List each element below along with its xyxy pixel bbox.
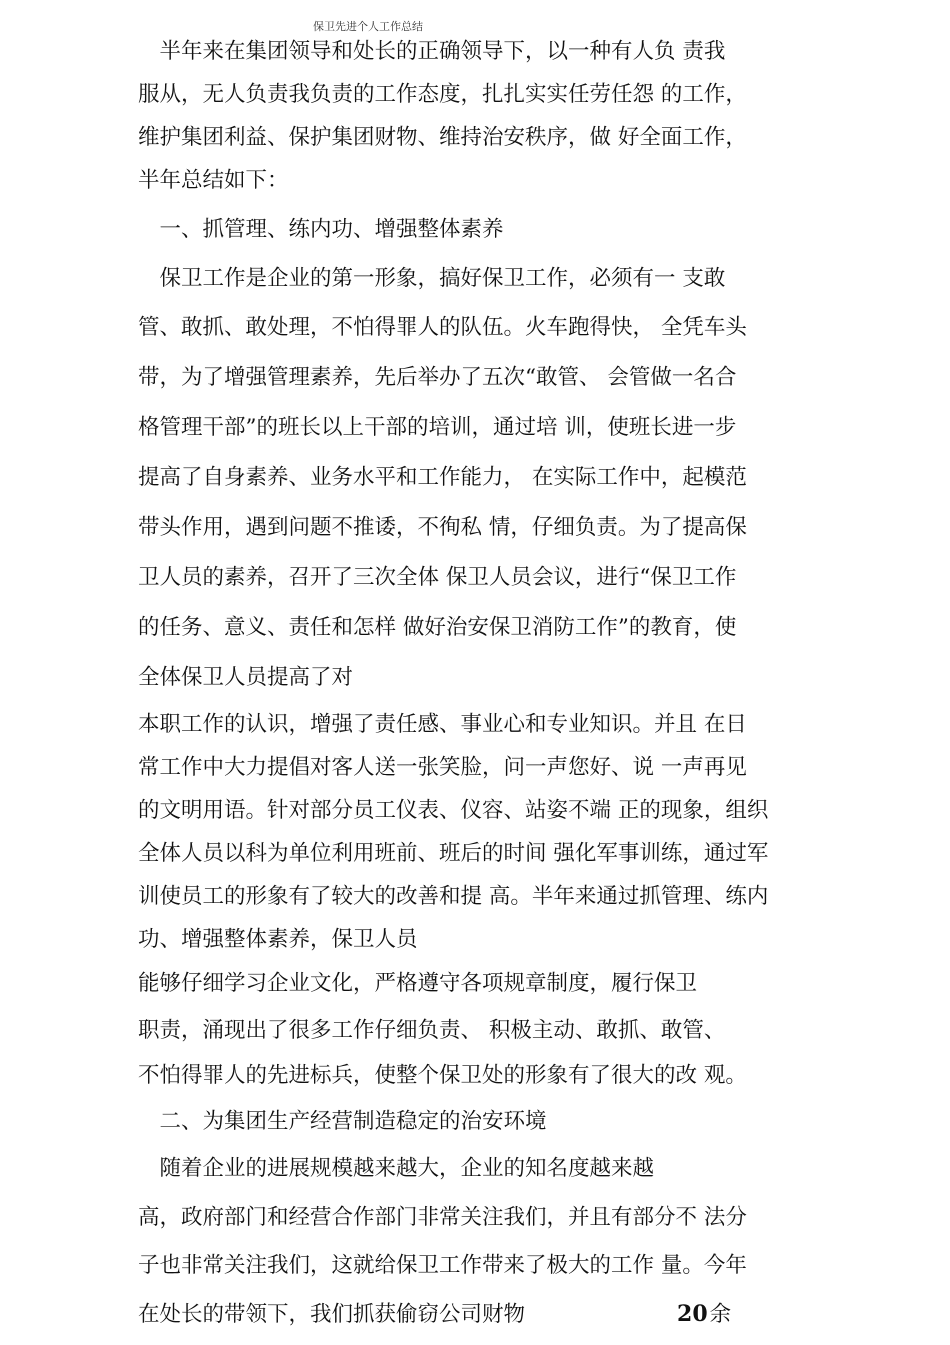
count-suffix: 余 — [709, 1302, 732, 1327]
text-line: 训使员工的形象有了较大的改善和提 高。半年来通过抓管理、练内 — [138, 884, 769, 909]
section-heading-2: 二、为集团生产经营制造稳定的治安环境 — [138, 1109, 547, 1134]
text-line: 本职工作的认识，增强了责任感、事业心和专业知识。并且 在日 — [138, 712, 747, 737]
text-line: 能够仔细学习企业文化，严格遵守各项规章制度，履行保卫 — [138, 971, 698, 996]
count-number: 20 — [677, 1301, 708, 1327]
text-line: 全体保卫人员提高了对 — [138, 665, 354, 690]
text-line: 半年来在集团领导和处长的正确领导下，以一种有人负 责我 — [138, 39, 726, 64]
text-line: 带，为了增强管理素养，先后举办了五次“敢管、 会管做一名合 — [138, 365, 737, 390]
text-line: 带头作用，遇到问题不推诿，不徇私 情，仔细负责。为了提高保 — [138, 515, 747, 540]
text-line: 管、敢抓、敢处理，不怕得罪人的队伍。火车跑得快， 全凭车头 — [138, 315, 747, 340]
text-line: 保卫工作是企业的第一形象，搞好保卫工作，必须有一 支敢 — [138, 266, 726, 291]
text-line: 子也非常关注我们，这就给保卫工作带来了极大的工作 量。今年 — [138, 1253, 747, 1278]
document-header: 保卫先进个人工作总结 — [313, 20, 423, 33]
text-line: 功、增强整体素养，保卫人员 — [138, 927, 418, 952]
text-line: 高，政府部门和经营合作部门非常关注我们，并且有部分不 法分 — [138, 1205, 747, 1230]
text-line: 常工作中大力提倡对客人送一张笑脸，问一声您好、说 一声再见 — [138, 755, 747, 780]
text-line: 的任务、意义、责任和怎样 做好治安保卫消防工作”的教育，使 — [138, 615, 737, 640]
last-line-text: 在处长的带领下，我们抓获偷窃公司财物 — [138, 1302, 526, 1327]
text-line: 格管理干部”的班长以上干部的培训，通过培 训，使班长进一步 — [138, 415, 737, 440]
text-line: 全体人员以科为单位利用班前、班后的时间 强化军事训练，通过军 — [138, 841, 769, 866]
text-line: 的文明用语。针对部分员工仪表、仪容、站姿不端 正的现象，组织 — [138, 798, 769, 823]
text-line: 职责，涌现出了很多工作仔细负责、 积极主动、敢抓、敢管、 — [138, 1018, 726, 1043]
text-line: 不怕得罪人的先进标兵，使整个保卫处的形象有了很大的改 观。 — [138, 1063, 747, 1088]
section-heading-1: 一、抓管理、练内功、增强整体素养 — [138, 217, 504, 242]
text-line: 服从，无人负责我负责的工作态度，扎扎实实任劳任怨 的工作， — [138, 82, 747, 107]
text-line: 随着企业的进展规模越来越大，企业的知名度越来越 — [138, 1156, 655, 1181]
text-line: 卫人员的素养，召开了三次全体 保卫人员会议，进行“保卫工作 — [138, 565, 737, 590]
text-line: 提高了自身素养、业务水平和工作能力， 在实际工作中，起模范 — [138, 465, 747, 490]
text-line: 维护集团利益、保护集团财物、维持治安秩序，做 好全面工作， — [138, 125, 747, 150]
text-line-last — [138, 1300, 731, 1329]
text-line: 半年总结如下： — [138, 168, 289, 193]
